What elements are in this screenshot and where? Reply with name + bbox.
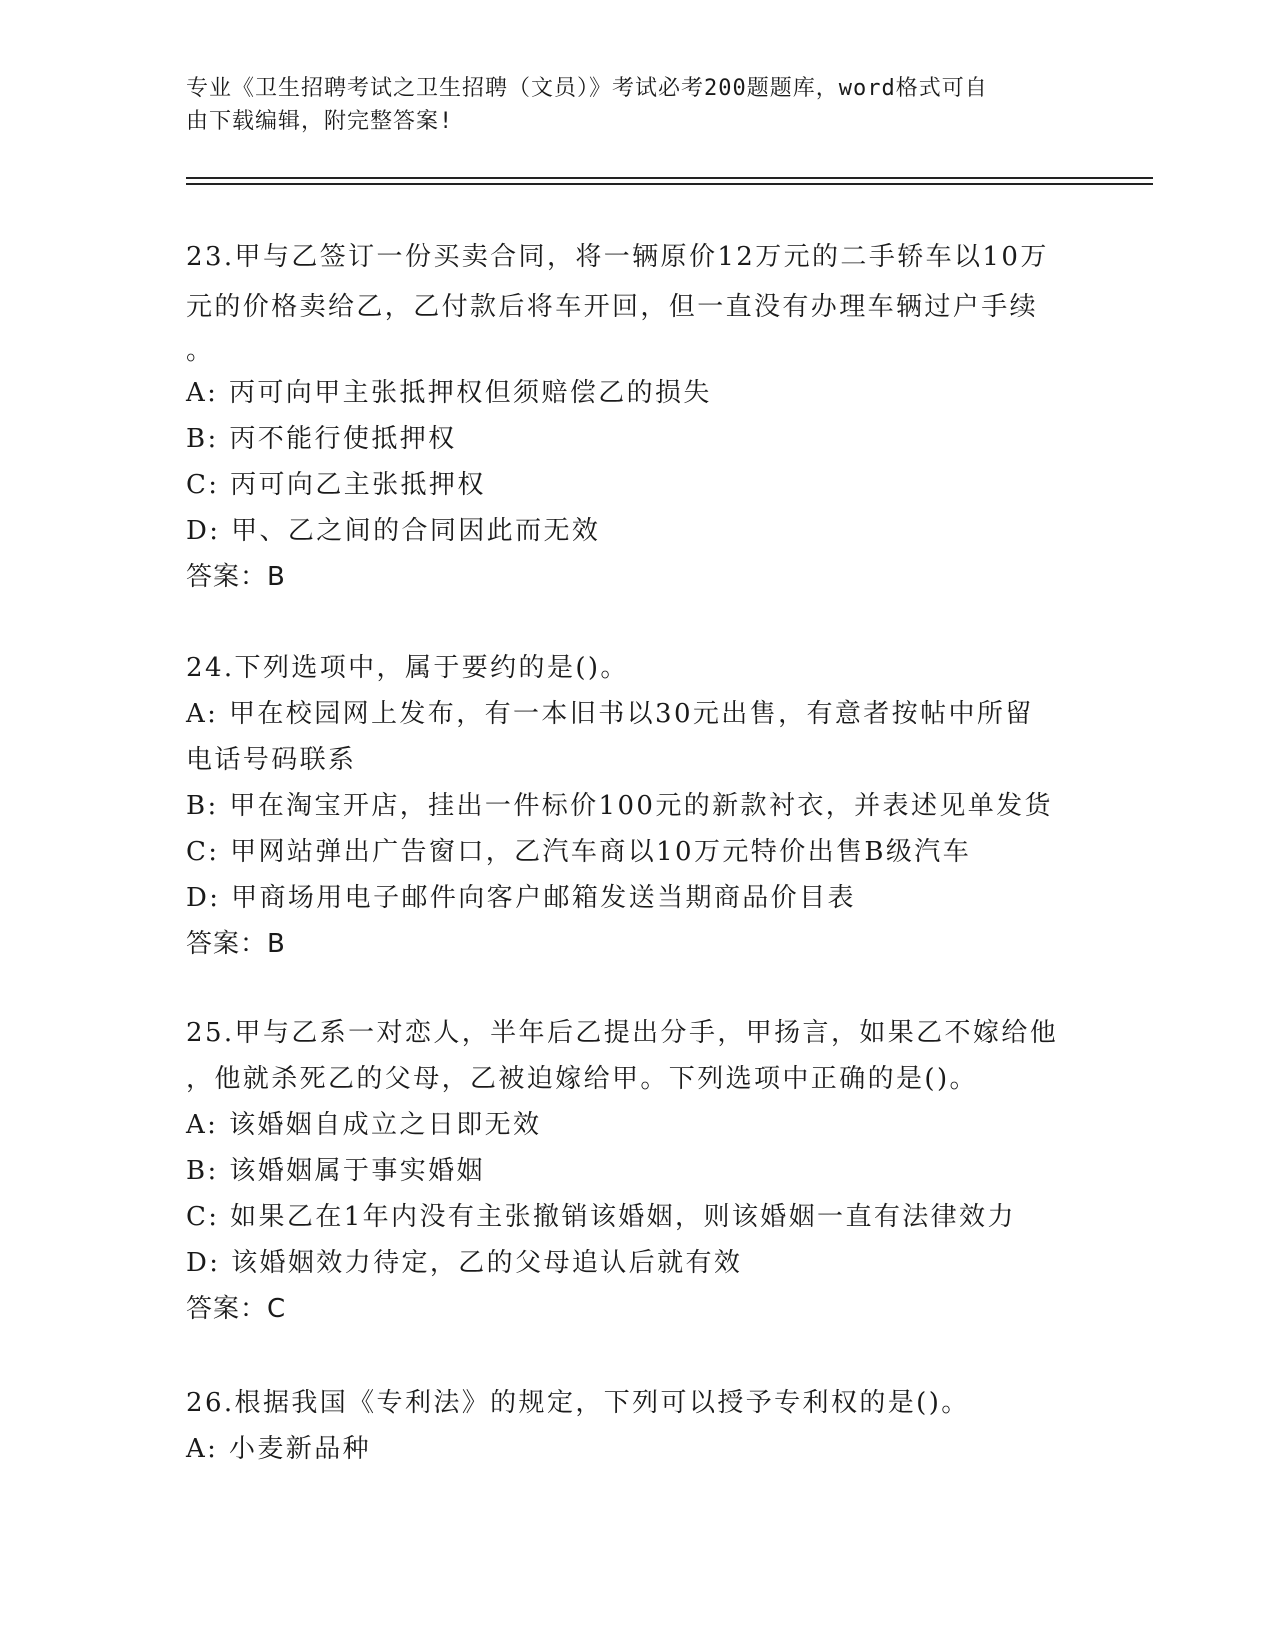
document-header (186, 72, 1066, 138)
option-d: D: 甲商场用电子邮件向客户邮箱发送当期商品价目表 (186, 883, 856, 913)
answer-label: 答案：C (186, 1294, 287, 1324)
option-c: C: 丙可向乙主张抵押权 (186, 470, 486, 500)
option-a: A: 小麦新品种 (186, 1434, 372, 1464)
question-stem-line: 26.根据我国《专利法》的规定，下列可以授予专利权的是()。 (186, 1388, 970, 1418)
question-stem-line: 25.甲与乙系一对恋人，半年后乙提出分手，甲扬言，如果乙不嫁给他 (186, 1018, 1059, 1048)
header-line-2: 由下载编辑，附完整答案! (186, 109, 454, 134)
option-b: B: 该婚姻属于事实婚姻 (186, 1156, 485, 1186)
answer-label: 答案：B (186, 929, 286, 959)
question-stem-line: ，他就杀死乙的父母，乙被迫嫁给甲。下列选项中正确的是()。 (186, 1064, 978, 1094)
header-divider-bottom (186, 183, 1153, 185)
option-a-continued: 电话号码联系 (186, 745, 357, 775)
question-25 (186, 1010, 1076, 1332)
option-c: C: 甲网站弹出广告窗口，乙汽车商以10万元特价出售B级汽车 (186, 837, 972, 867)
option-b: B: 甲在淘宝开店，挂出一件标价100元的新款衬衣，并表述见单发货 (186, 791, 1053, 821)
option-d: D: 该婚姻效力待定，乙的父母追认后就有效 (186, 1248, 743, 1278)
question-23 (186, 232, 1076, 600)
header-line-1: 专业《卫生招聘考试之卫生招聘（文员）》考试必考200题题库，word格式可自 (186, 76, 988, 101)
option-b: B: 丙不能行使抵押权 (186, 424, 457, 454)
question-stem-line: 24.下列选项中，属于要约的是()。 (186, 653, 629, 683)
question-26 (186, 1380, 1076, 1472)
answer-label: 答案：B (186, 562, 286, 592)
question-24 (186, 645, 1076, 967)
option-a: A: 该婚姻自成立之日即无效 (186, 1110, 542, 1140)
question-stem-line: 23.甲与乙签订一份买卖合同，将一辆原价12万元的二手轿车以10万 (186, 242, 1049, 272)
option-a: A: 丙可向甲主张抵押权但须赔偿乙的损失 (186, 378, 712, 408)
option-a: A: 甲在校园网上发布，有一本旧书以30元出售，有意者按帖中所留 (186, 699, 1034, 729)
option-c: C: 如果乙在1年内没有主张撤销该婚姻，则该婚姻一直有法律效力 (186, 1202, 1016, 1232)
option-d: D: 甲、乙之间的合同因此而无效 (186, 516, 601, 546)
question-stem-line: 元的价格卖给乙，乙付款后将车开回，但一直没有办理车辆过户手续 (186, 292, 1039, 322)
header-divider-top (186, 177, 1153, 179)
question-stem-line: 。 (186, 336, 215, 366)
